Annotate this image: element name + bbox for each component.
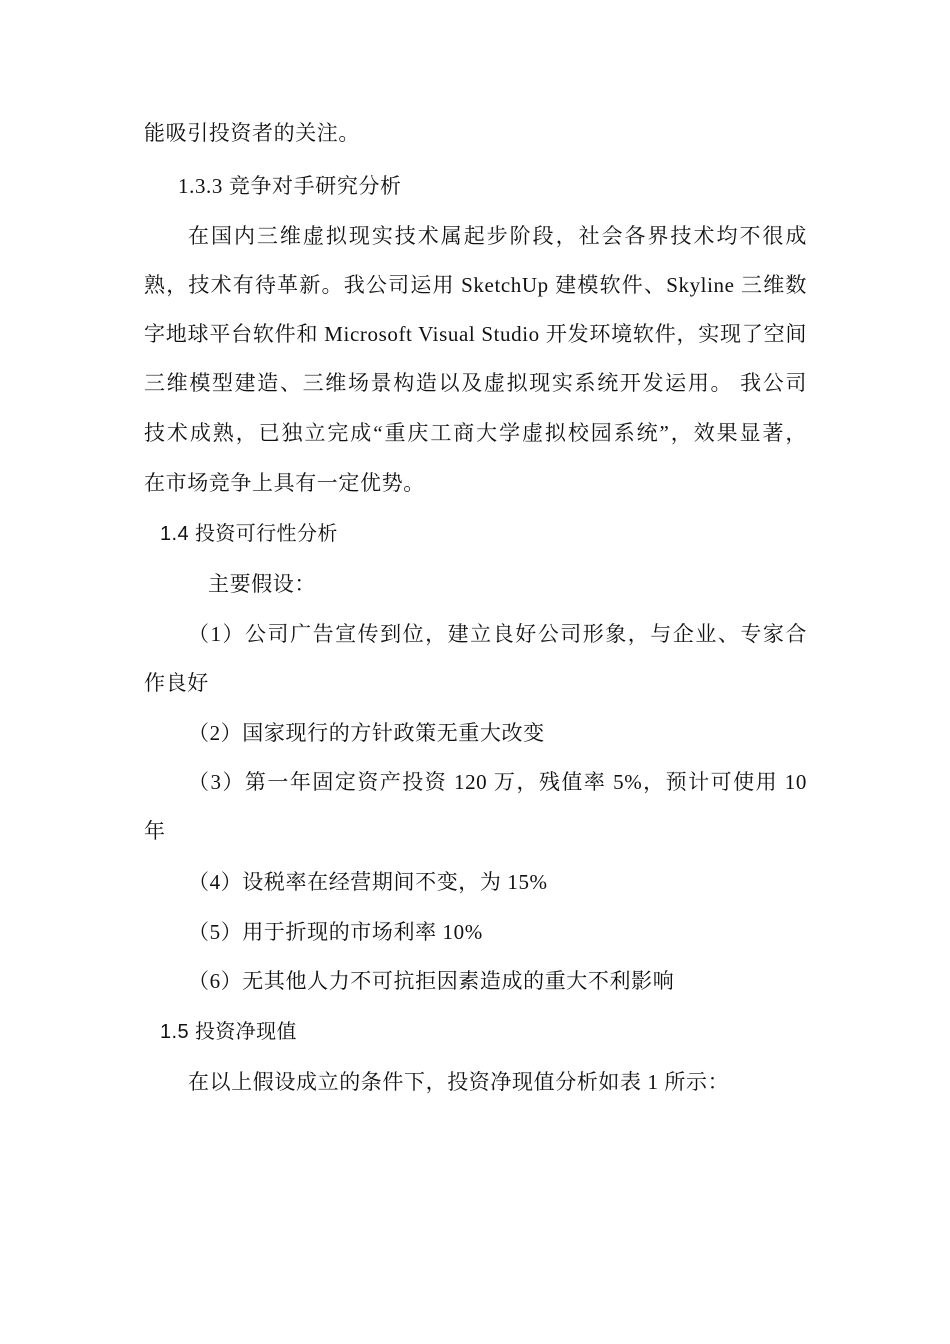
assumption-item-2: （2）国家现行的方针政策无重大改变 (188, 721, 545, 745)
section-heading-1-5: 1.5 投资净现值 (160, 1021, 297, 1043)
assumption-item-1-cont: 作良好 (144, 671, 209, 695)
assumption-item-5: （5）用于折现的市场利率 10% (188, 920, 483, 944)
paragraph-line: 三维模型建造、三维场景构造以及虚拟现实系统开发运用。 我公司 (144, 371, 807, 395)
paragraph-continuation: 能吸引投资者的关注。 (144, 121, 360, 145)
assumption-item-3: （3）第一年固定资产投资 120 万，残值率 5%，预计可使用 10 (188, 770, 807, 794)
paragraph-line: 在国内三维虚拟现实技术属起步阶段，社会各界技术均不很成 (188, 224, 807, 248)
paragraph-line: 字地球平台软件和 Microsoft Visual Studio 开发环境软件，实现了空间 (144, 322, 807, 346)
assumption-item-6: （6）无其他人力不可抗拒因素造成的重大不利影响 (188, 969, 675, 993)
assumptions-intro: 主要假设： (208, 572, 316, 596)
npv-intro-paragraph: 在以上假设成立的条件下，投资净现值分析如表 1 所示： (188, 1070, 730, 1094)
assumption-item-1: （1）公司广告宣传到位，建立良好公司形象，与企业、专家合 (188, 622, 807, 646)
section-heading-1-4: 1.4 投资可行性分析 (160, 523, 338, 545)
assumption-item-4: （4）设税率在经营期间不变，为 15% (188, 870, 548, 894)
assumption-item-3-cont: 年 (144, 819, 166, 843)
subheading-1-3-3: 1.3.3 竞争对手研究分析 (178, 174, 402, 198)
paragraph-line: 技术成熟，已独立完成“重庆工商大学虚拟校园系统”，效果显著， (144, 421, 807, 445)
paragraph-line: 熟，技术有待革新。我公司运用 SketchUp 建模软件、Skyline 三维数 (144, 273, 807, 297)
paragraph-line: 在市场竞争上具有一定优势。 (144, 471, 425, 495)
